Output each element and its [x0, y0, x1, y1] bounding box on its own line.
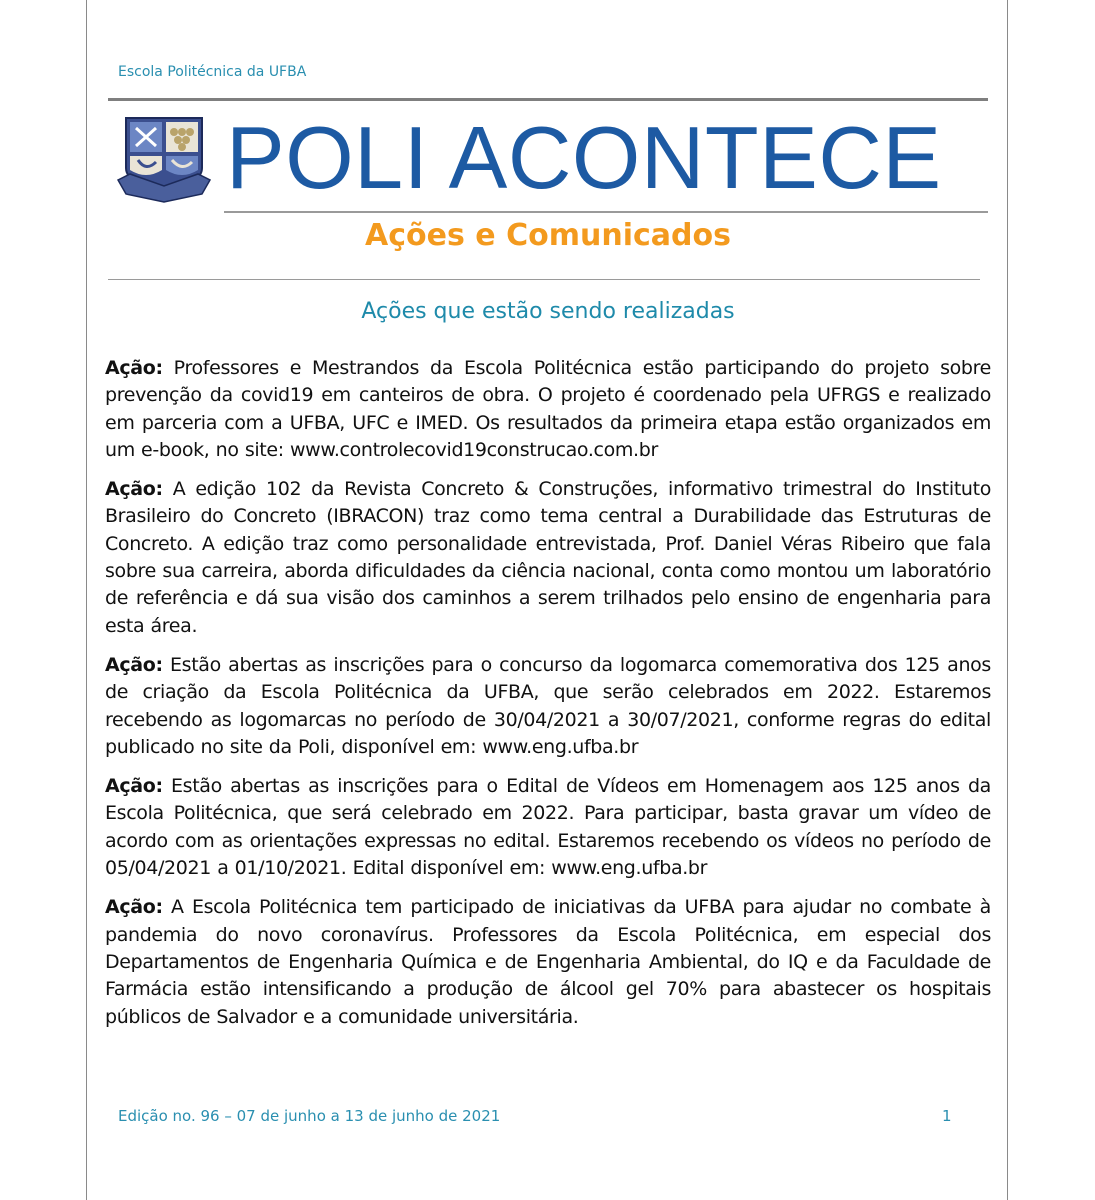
- action-label: Ação:: [105, 653, 163, 676]
- action-label: Ação:: [105, 775, 163, 798]
- action-item-3: [105, 652, 991, 761]
- newsletter-title: POLI ACONTECE: [226, 108, 942, 207]
- school-name: Escola Politécnica da UFBA: [118, 64, 307, 80]
- action-item-1: [105, 355, 991, 464]
- ufba-crest-logo: [116, 114, 212, 204]
- action-item-4: [105, 773, 991, 882]
- page-border-left: [86, 0, 87, 1200]
- header-divider-top: [108, 98, 988, 101]
- action-item-5: [105, 894, 991, 1030]
- footer-page-number: 1: [942, 1107, 952, 1125]
- page-border-right: [1007, 0, 1008, 1200]
- header-divider-middle: [224, 211, 988, 213]
- action-text: Professores e Mestrandos da Escola Politécnica estão participando do projeto sobre prevenção da covid19 em canteiros de obra. O projeto é coordenado pela UFRGS e realizado em parceria com a UFBA, UFC e IMED. Os resultados da primeira etapa estão organizados em um e-book, no site: www.controlecovid19construcao.com.br: [105, 357, 991, 461]
- action-label: Ação:: [105, 357, 163, 379]
- action-label: Ação:: [105, 478, 163, 501]
- header-divider-bottom: [108, 279, 980, 280]
- section-heading: Ações que estão sendo realizadas: [361, 299, 735, 324]
- action-text: A Escola Politécnica tem participado de iniciativas da UFBA para ajudar no combate à pandemia do novo coronavírus. Professores da Escola Politécnica, em especial dos Departamentos de Engenharia Química e de Engenharia Ambiental, do IQ e da Faculdade de Farmácia estão intensificando a produção de álcool gel 70% para abastecer os hospitais públicos de Salvador e a comunidade universitária.: [105, 896, 991, 1028]
- action-label: Ação:: [105, 896, 163, 919]
- action-text: Estão abertas as inscrições para o Edital de Vídeos em Homenagem aos 125 anos da Escola Politécnica, que será celebrado em 2022. Para participar, basta gravar um vídeo de acordo com as orientações expressas no edital. Estaremos recebendo os vídeos no período de 05/04/2021 a 01/10/2021. Edital disponível em: www.eng.ufba.br: [105, 775, 991, 880]
- action-text: A edição 102 da Revista Concreto & Construções, informativo trimestral do Instituto Brasileiro do Concreto (IBRACON) traz como tema central a Durabilidade das Estruturas de Concreto. A edição traz como personalidade entrevistada, Prof. Daniel Véras Ribeiro que fala sobre sua carreira, aborda dificuldades da ciência nacional, conta como montou um laboratório de referência e dá sua visão dos caminhos a serem trilhados pelo ensino de engenharia para esta área.: [105, 478, 991, 637]
- action-text: Estão abertas as inscrições para o concurso da logomarca comemorativa dos 125 anos de criação da Escola Politécnica da UFBA, que serão celebrados em 2022. Estaremos recebendo as logomarcas no período de 30/04/2021 a 30/07/2021, conforme regras do edital publicado no site da Poli, disponível em: www.eng.ufba.br: [105, 653, 991, 758]
- newsletter-subtitle: Ações e Comunicados: [365, 218, 731, 253]
- footer-edition-info: Edição no. 96 – 07 de junho a 13 de junho de 2021: [118, 1107, 501, 1125]
- action-item-2: [105, 476, 991, 640]
- actions-list: [105, 355, 991, 1043]
